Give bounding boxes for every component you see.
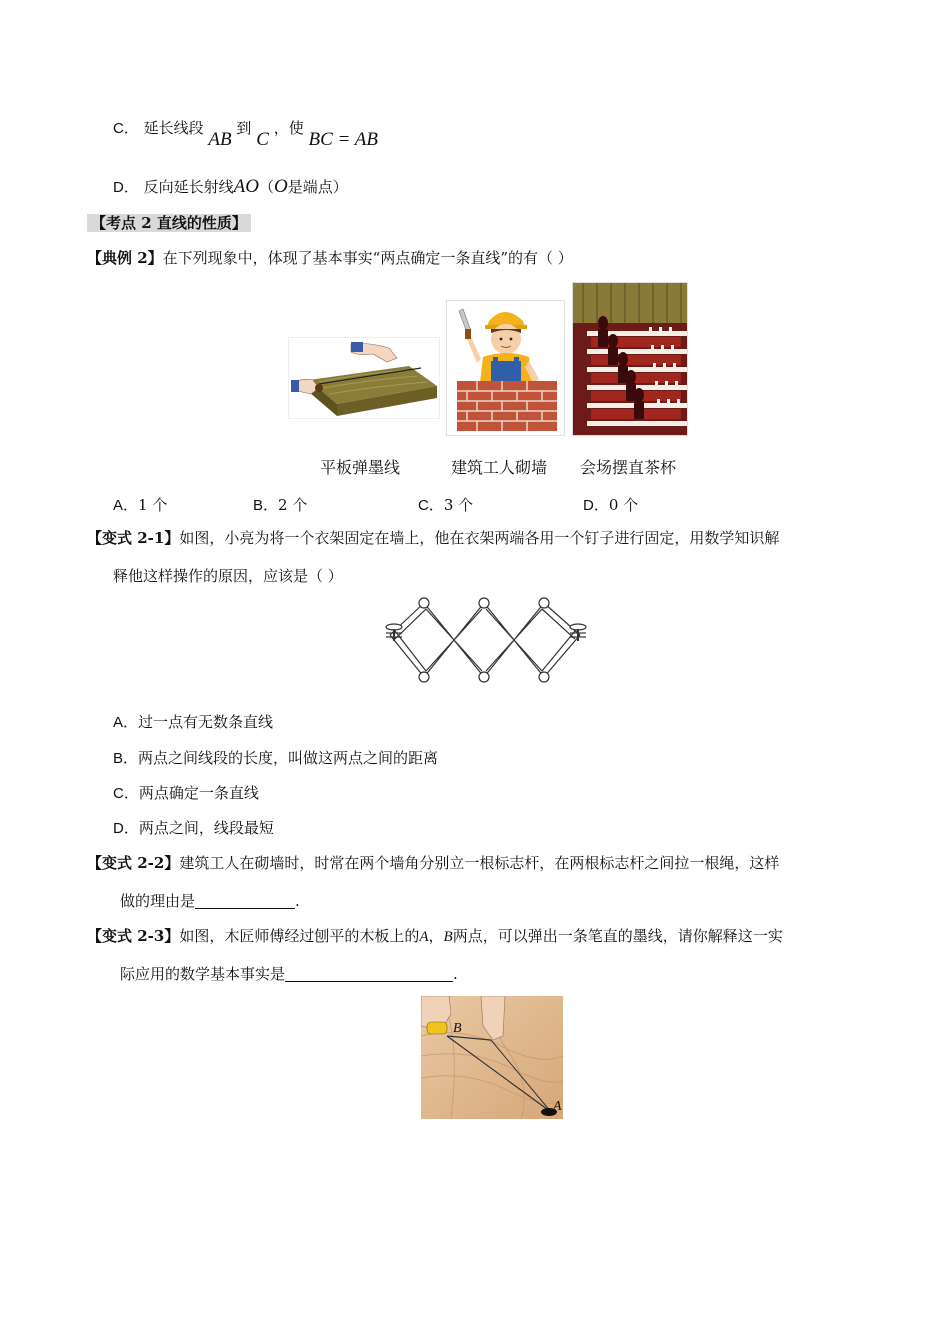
point-c: C [256,129,269,150]
variant2-1-option-b [113,747,438,768]
variant2-2-tag: 【变式 2-2】 [87,854,180,872]
right-nail-icon [570,624,586,641]
option-text: 2 个 [278,496,308,514]
variant2-3-point-a: A [419,929,429,945]
option-d-label: D． [113,179,139,196]
variant2-1-tag: 【变式 2-1】 [87,529,180,547]
option-text: 1 个 [138,496,168,514]
option-c-comma: ，使 [273,119,304,137]
variant2-2-end: . [295,892,300,910]
option-c-to: 到 [236,119,252,137]
example2-option-c [418,494,473,515]
variant2-3-text1a: 如图，木匠师傅经过刨平的木板上的 [179,927,420,945]
worker-illustration [447,301,564,435]
variant2-3-text1b: 两点，可以弹出一条笔直的墨线，请你解释这一实 [452,927,783,945]
option-label: B． [253,497,279,514]
figure-board-ink-line [288,337,440,419]
option-text: 两点之间线段的长度，叫做这两点之间的距离 [138,749,439,767]
photo-label-a: A [553,1099,562,1114]
point-o: O [273,176,288,197]
figure-worker-brick-wall [446,300,565,436]
paren-open: （ [258,178,274,196]
wood-photo [421,996,563,1119]
caption-board: 平板弹墨线 [320,458,401,477]
equation-bc-ab: BC = AB [308,129,378,150]
option-text: 0 个 [608,496,639,514]
variant2-1-option-d [113,817,274,838]
section-heading [87,213,251,233]
variant2-2-question-line2 [120,891,300,911]
option-d-text: 反向延长射线 [143,178,234,196]
option-label: C． [113,785,139,802]
variant2-2-text2: 做的理由是 [120,892,196,910]
variant2-3-answer-blank[interactable] [285,965,453,982]
variant2-1-option-c [113,782,259,803]
option-text: 两点确定一条直线 [138,784,259,802]
example2-option-d [583,494,638,515]
example2-tag: 【典例 2】 [87,249,163,267]
option-label: A． [113,714,139,731]
figure-wood-ink-line-photo [421,996,563,1119]
option-d-line [113,177,348,198]
option-text: 过一点有无数条直线 [138,713,274,731]
left-nail-icon [386,624,402,641]
option-label: C． [418,497,444,514]
option-c-label: C． [113,120,139,137]
variant2-3-sep: ， [428,927,444,945]
variant2-2-text1: 建筑工人在砌墙时，时常在两个墙角分别立一根标志杆，在两根标志杆之间拉一根绳，这样 [179,854,780,872]
option-c-line [113,118,378,152]
variant2-3-end: . [453,965,458,983]
variant2-1-question-line2: 释他这样操作的原因，应该是（ ） [113,567,343,585]
variant2-3-point-b: B [443,929,453,945]
variant2-3-text2: 际应用的数学基本事实是 [120,965,286,983]
board-illustration [289,338,439,418]
variant2-3-question-line2 [120,964,458,984]
example2-text: 在下列现象中，体现了基本事实“两点确定一条直线”的有（ ） [162,249,573,267]
option-text: 3 个 [443,496,474,514]
photo-label-b: B [453,1021,462,1036]
variant2-2-question-line1 [87,853,779,873]
caption-conference: 会场摆直茶杯 [580,458,677,477]
segment-ab: AB [208,129,232,150]
option-label: B． [113,750,139,767]
example2-option-b [253,494,307,515]
option-label: D． [113,820,139,837]
option-d-text2: 是端点） [287,178,348,196]
variant2-1-question-line1 [87,528,779,548]
variant2-3-question-line1 [87,926,783,947]
option-text: 两点之间，线段最短 [138,819,274,837]
figure-conference-tea-cups [572,282,688,436]
conference-photo [573,283,687,435]
section-heading-text: 【考点 2 直线的性质】 [87,214,251,232]
variant2-1-option-a [113,711,273,732]
example2-question [87,248,573,268]
option-label: A． [113,497,139,514]
ray-ao: AO [233,176,259,197]
example2-option-a [113,494,167,515]
caption-worker: 建筑工人砌墙 [451,458,548,477]
option-c-text: 延长线段 [143,119,204,137]
figure-coat-rack [380,595,595,687]
brick-wall [457,381,557,431]
option-label: D． [583,497,609,514]
coat-rack-illustration [380,595,595,687]
variant2-3-tag: 【变式 2-3】 [87,927,180,945]
variant2-2-answer-blank[interactable] [195,892,295,909]
variant2-1-text1: 如图，小亮为将一个衣架固定在墙上，他在衣架两端各用一个钉子进行固定，用数学知识解 [179,529,780,547]
